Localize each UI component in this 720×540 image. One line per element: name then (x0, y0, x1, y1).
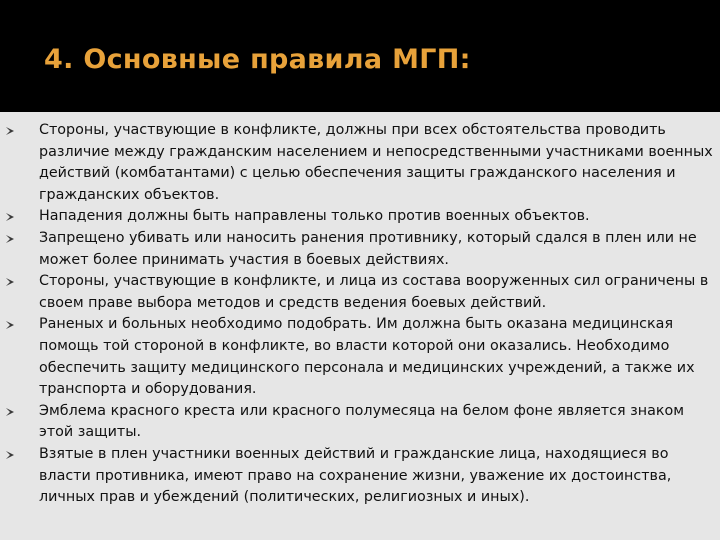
bullet-item (39, 314, 716, 400)
slide-title: 4. Основные правила МГП: (44, 44, 471, 75)
bullet-item (39, 206, 716, 228)
bullet-text: Стороны, участвующие в конфликте, и лица из состава вооруженных сил ограничены в своем праве выбора методов и средств ведения боевых действий. (39, 273, 709, 311)
title-bar (0, 0, 720, 112)
arrowhead-bullet-icon (6, 127, 14, 135)
bullet-item (39, 444, 716, 509)
bullet-item (39, 120, 716, 206)
arrowhead-bullet-icon (6, 278, 14, 286)
bullet-text: Взятые в плен участники военных действий и гражданские лица, находящиеся во власти противника, имеют право на сохранение жизни, уважение их достоинства, личных прав и убеждений (политических, религиозных и иных). (39, 445, 672, 506)
arrowhead-bullet-icon (6, 235, 14, 243)
bullet-text: Стороны, участвующие в конфликте, должны при всех обстоятельства проводить различие между гражданским населением и непосредственными участниками военных действий (комбатантами) с целью обеспечения защиты гражданского населения и гражданских объектов. (39, 122, 713, 203)
bullet-item (39, 401, 716, 444)
bullet-text: Раненых и больных необходимо подобрать. Им должна быть оказана медицинская помощь той стороной в конфликте, во власти которой они оказались. Необходимо обеспечить защиту медицинского персонала и медицинских учреждений, а также их транспорта и оборудования. (39, 316, 695, 398)
bullet-text: Нападения должны быть направлены только против военных объектов. (39, 208, 590, 225)
bullet-item (39, 271, 716, 314)
arrowhead-bullet-icon (6, 451, 14, 459)
arrowhead-bullet-icon (6, 408, 14, 416)
bullet-text: Эмблема красного креста или красного полумесяца на белом фоне является знаком этой защиты. (39, 402, 685, 441)
bullet-item (39, 228, 716, 271)
arrowhead-bullet-icon (6, 213, 14, 221)
bullet-text: Запрещено убивать или наносить ранения противнику, который сдался в плен или не может более принимать участия в боевых действиях. (39, 229, 697, 268)
slide-content (0, 120, 720, 530)
arrowhead-bullet-icon (6, 321, 14, 329)
bullet-list (0, 120, 720, 509)
